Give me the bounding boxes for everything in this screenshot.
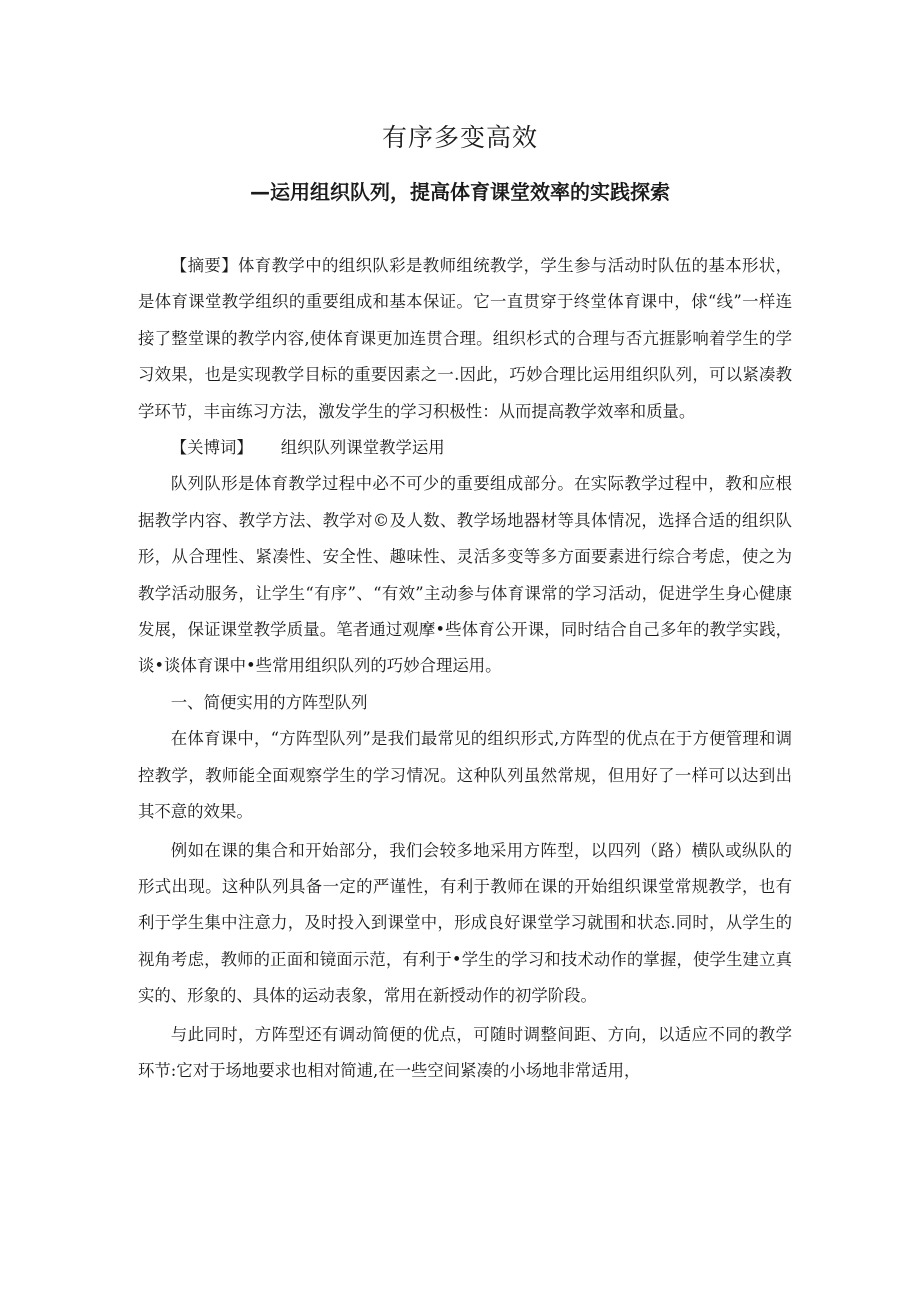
page-subtitle: —运用组织队列，提高体育课堂效率的实践探索 bbox=[250, 180, 670, 204]
keywords-text: 组织队列课堂教学运用 bbox=[280, 438, 445, 458]
document-body bbox=[138, 248, 792, 1089]
keywords-label: 【关博词】 bbox=[170, 438, 253, 458]
page-title: 有序多变高效 bbox=[381, 123, 538, 152]
body-paragraph: 例如在课的集合和开始部分，我们会较多地采用方阵型，以四列（路）横队或纵队的形式出现。这种队列具备一定的严谨性，有利于教师在课的开始组织课堂常规教学，也有利于学生集中注意力，及时投入到课堂中，形成良好课堂学习就围和状态.同时，从学生的视角考虑，教师的正面和镜面示范，有利于•学生的学习和技术动作的掌握，使学生建立真实的、形象的、具体的运动表象，常用在新授动作的初学阶段。 bbox=[138, 840, 792, 1006]
body-paragraph: 在体育课中，“方阵型队列”是我们最常见的组织形式,方阵型的优点在于方便管理和调控教学，教师能全面观察学生的学习情况。这种队列虽然常规，但用好了一样可以达到出其不意的效果。 bbox=[138, 729, 792, 822]
intro-paragraph: 队列队形是体育教学过程中必不可少的重要组成部分。在实际教学过程中，教和应根据教学内容、教学方法、教学对©及人数、教学场地器材等具体情况，选择合适的组织队形，从合理性、紧凑性、安全性、趣味性、灵活多变等多方面要素进行综合考虑，使之为教学活动服务，让学生“有序”、“有效”主动参与体育课常的学习活动，促进学生身心健康发展，保证课堂教学质量。笔者通过观摩•些体育公开课，同时结合自己多年的教学实践，谈•谈体育课中•些常用组织队列的巧妙合理运用。 bbox=[138, 474, 792, 676]
section-heading: 一、简便实用的方阵型队列 bbox=[170, 692, 368, 712]
abstract-paragraph: 【摘要】体育教学中的组织队彩是教师组统教学，学生参与活动时队伍的基本形状，是体育课堂教学组织的重要组成和基本保证。它一直贯穿于终堂体育课中，俅“线”一样连接了整堂课的教学内容,使体育课更加连贯合理。组织杉式的合理与否亢捱影响着学生的学习效果，也是实现教学目标的重要因素之一.因此，巧妙合理比运用组织队列，可以紧凑教学环节，丰亩练习方法，激发学生的学习积极性：从而提高教学效率和质量。 bbox=[138, 256, 792, 421]
keywords-line bbox=[138, 430, 792, 466]
body-paragraph: 与此同时，方阵型还有调动简便的优点，可随时调整间距、方向，以适应不同的教学环节:它对于场地要求也相对简逋,在一些空间紧凑的小场地非常适用， bbox=[138, 1024, 792, 1080]
